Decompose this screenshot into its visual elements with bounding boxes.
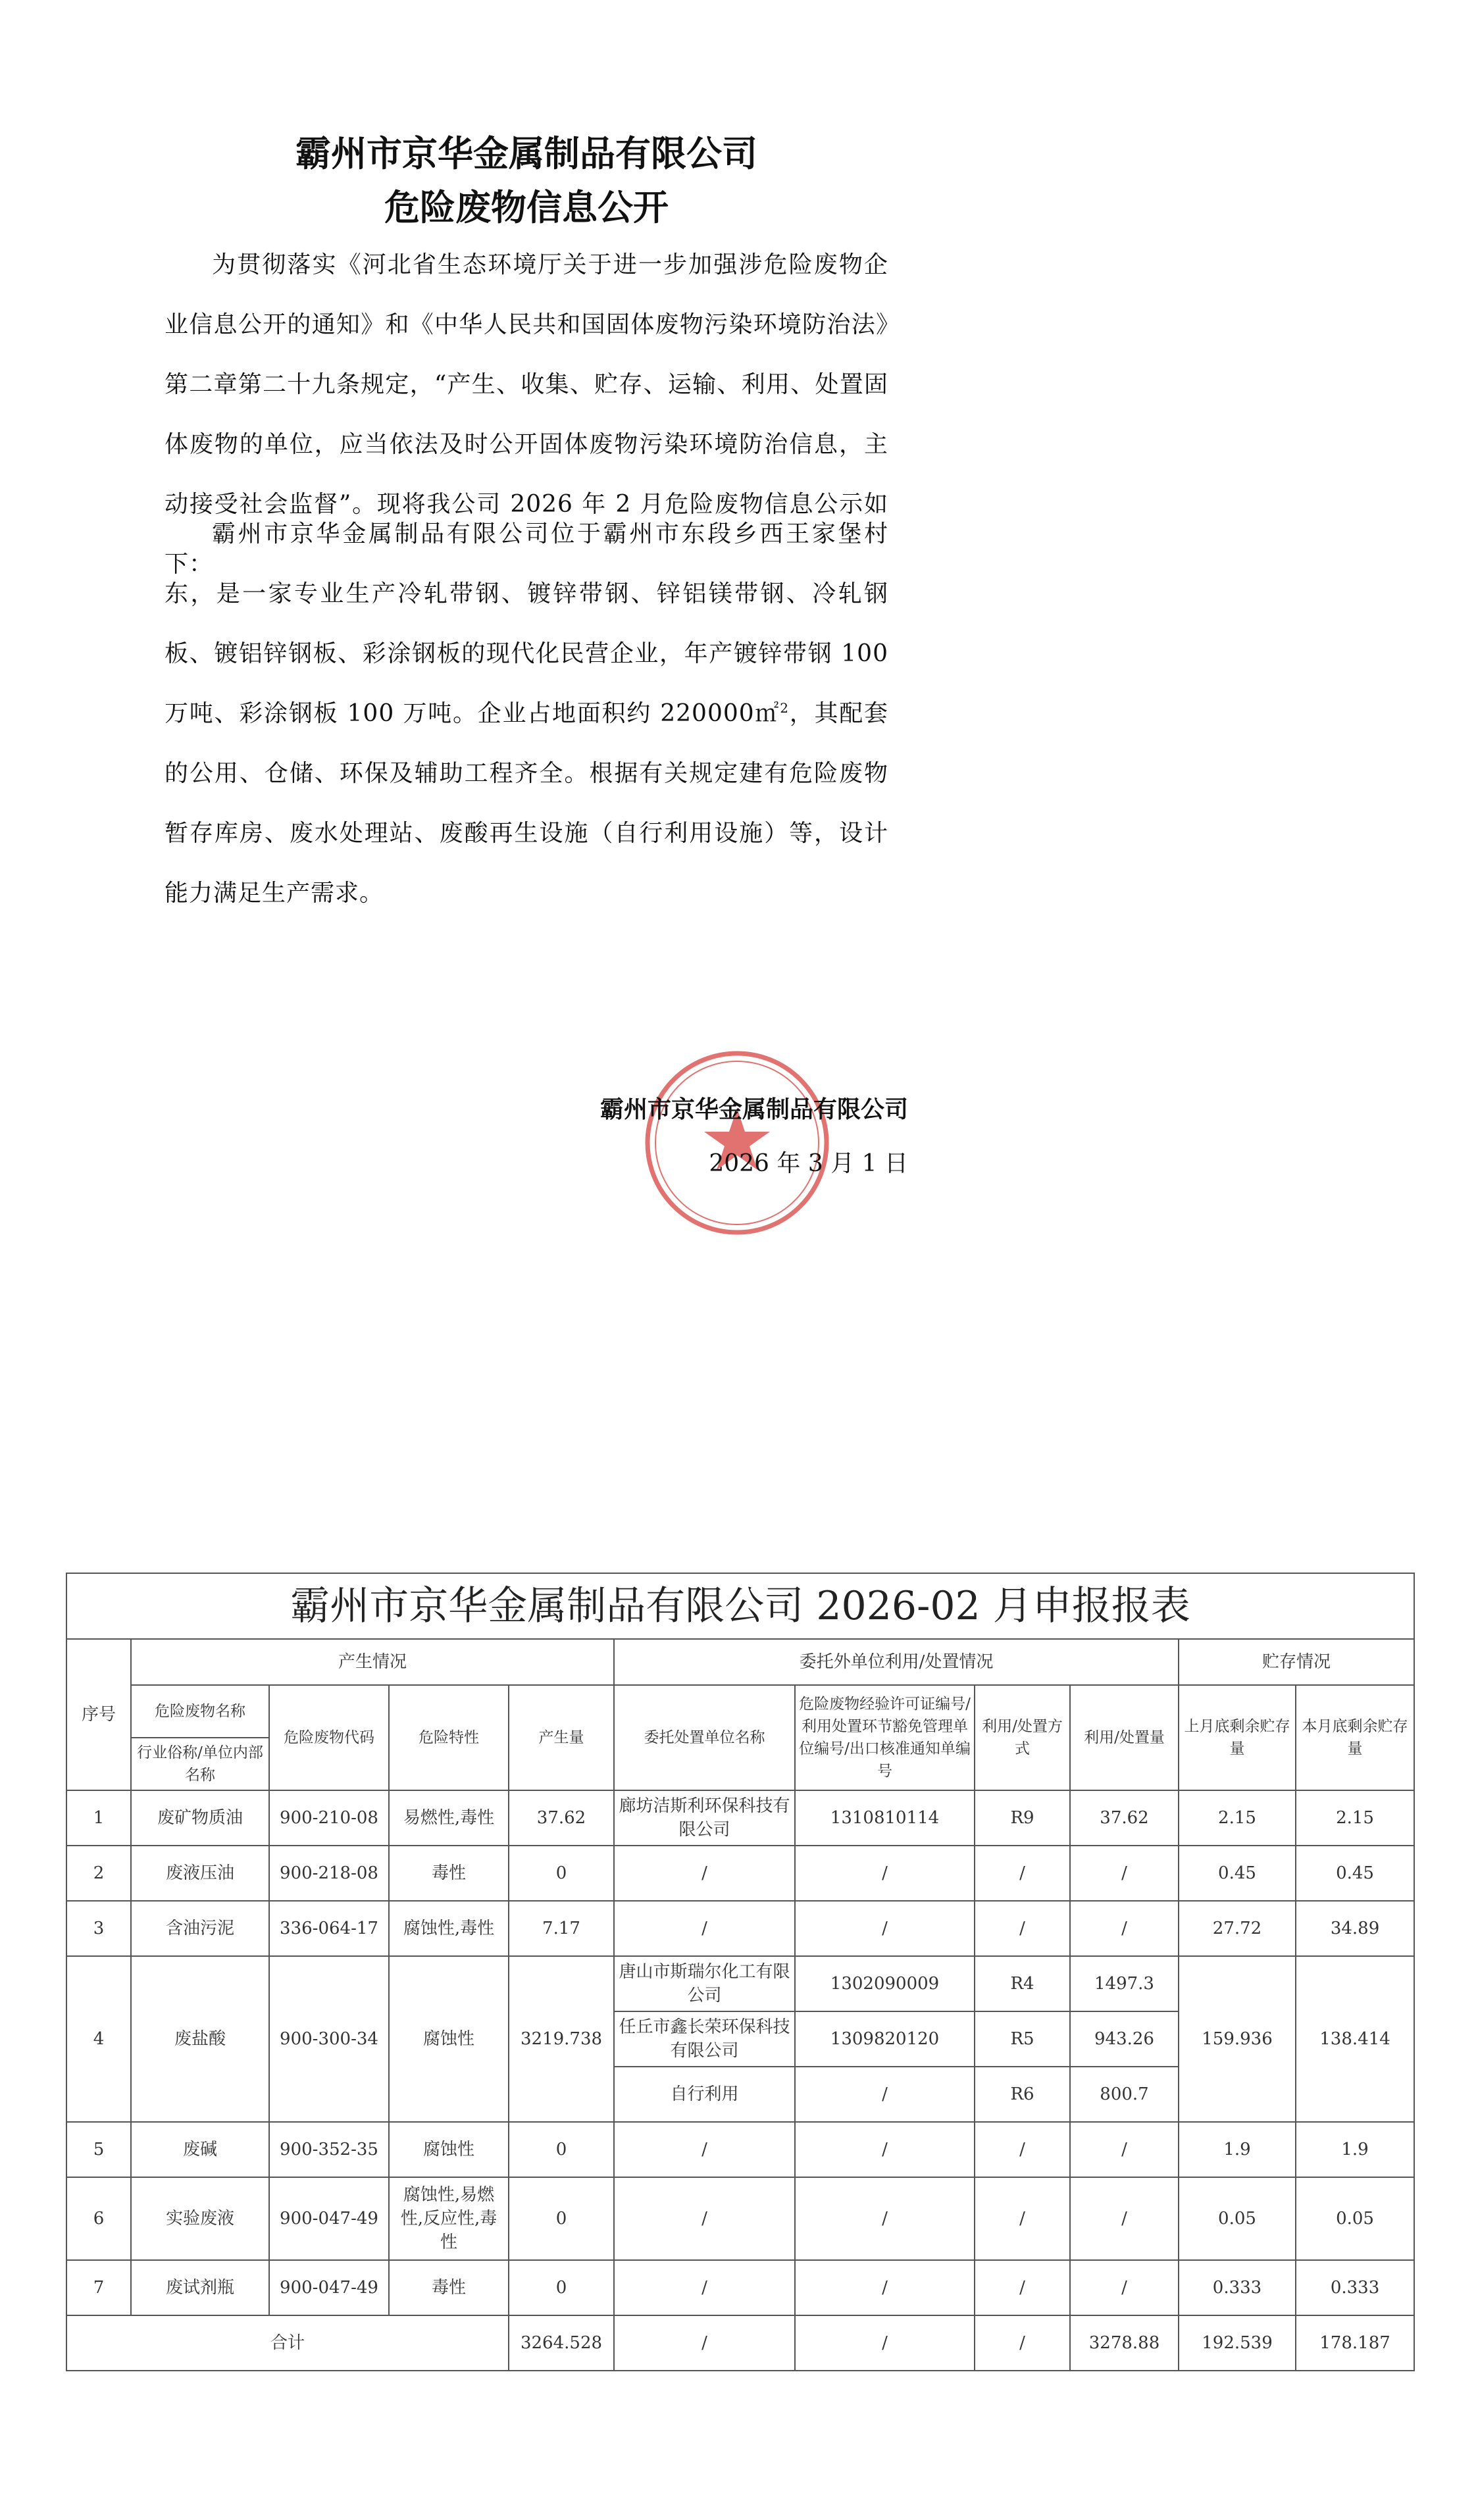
cell-company: 廊坊洁斯利环保科技有限公司 — [614, 1790, 795, 1846]
cell-license: / — [795, 1846, 975, 1901]
cell-used: 1497.3 — [1070, 1956, 1179, 2011]
table-row — [66, 1790, 1414, 1846]
cell-waste-code: 336-064-17 — [269, 1901, 389, 1956]
cell-last-stock: 0.45 — [1179, 1846, 1296, 1901]
cell-company: 任丘市鑫长荣环保科技有限公司 — [614, 2011, 795, 2067]
header-production: 产生情况 — [131, 1639, 614, 1685]
cell-used: 943.26 — [1070, 2011, 1179, 2067]
header-property: 危险特性 — [389, 1685, 509, 1790]
cell-waste-code: 900-047-49 — [269, 2177, 389, 2260]
table-title-row — [66, 1573, 1414, 1639]
table-row — [66, 1956, 1414, 2011]
cell-total-company: / — [614, 2315, 795, 2371]
cell-method: R5 — [975, 2011, 1070, 2067]
cell-waste-name: 废盐酸 — [131, 1956, 269, 2122]
cell-index: 4 — [66, 1956, 131, 2122]
cell-method: / — [975, 2177, 1070, 2260]
cell-this-stock: 0.333 — [1296, 2260, 1414, 2315]
header-used: 利用/处置量 — [1070, 1685, 1179, 1790]
cell-index: 7 — [66, 2260, 131, 2315]
cell-waste-code: 900-047-49 — [269, 2260, 389, 2315]
cell-property: 腐蚀性 — [389, 1956, 509, 2122]
cell-license: / — [795, 2122, 975, 2177]
header-name-bottom: 行业俗称/单位内部名称 — [131, 1738, 269, 1790]
cell-last-stock: 1.9 — [1179, 2122, 1296, 2177]
cell-used: / — [1070, 2177, 1179, 2260]
cell-method: R9 — [975, 1790, 1070, 1846]
company-seal — [642, 1047, 832, 1238]
signature-date: 2026 年 3 月 1 日 — [709, 1150, 908, 1177]
table-group-header-row — [66, 1639, 1414, 1685]
cell-waste-name: 实验废液 — [131, 2177, 269, 2260]
cell-waste-name: 废矿物质油 — [131, 1790, 269, 1846]
cell-total-label: 合计 — [66, 2315, 509, 2371]
cell-used: 37.62 — [1070, 1790, 1179, 1846]
table-total-row — [66, 2315, 1414, 2371]
cell-license: / — [795, 1901, 975, 1956]
cell-company: 唐山市斯瑞尔化工有限公司 — [614, 1956, 795, 2011]
header-outsourcing: 委托外单位利用/处置情况 — [614, 1639, 1179, 1685]
cell-this-stock: 2.15 — [1296, 1790, 1414, 1846]
cell-total-license: / — [795, 2315, 975, 2371]
cell-total-used: 3278.88 — [1070, 2315, 1179, 2371]
document-subtitle: 危险废物信息公开 — [384, 187, 669, 228]
cell-total-amount: 3264.528 — [509, 2315, 614, 2371]
cell-index: 3 — [66, 1901, 131, 1956]
cell-property: 腐蚀性 — [389, 2122, 509, 2177]
table-row — [66, 2260, 1414, 2315]
cell-method: R6 — [975, 2067, 1070, 2122]
header-storage: 贮存情况 — [1179, 1639, 1414, 1685]
cell-total-last-stock: 192.539 — [1179, 2315, 1296, 2371]
table-row — [66, 1901, 1414, 1956]
cell-license: 1302090009 — [795, 1956, 975, 2011]
paragraph-intro: 为贯彻落实《河北省生态环境厅关于进一步加强涉危险废物企业信息公开的通知》和《中华人民共和国固体废物污染环境防治法》第二章第二十九条规定，“产生、收集、贮存、运输、利用、处置固体废物的单位，应当依法及时公开固体废物污染环境防治信息，主动接受社会监督”。现将我公司 2026 年 2 月危险废物信息公示如下： — [165, 251, 888, 578]
cell-amount: 37.62 — [509, 1790, 614, 1846]
signature-company: 霸州市京华金属制品有限公司 — [599, 1096, 908, 1123]
cell-waste-name: 废试剂瓶 — [131, 2260, 269, 2315]
cell-amount: 0 — [509, 2177, 614, 2260]
cell-method: / — [975, 2122, 1070, 2177]
header-company: 委托处置单位名称 — [614, 1685, 795, 1790]
header-this-stock: 本月底剩余贮存量 — [1296, 1685, 1414, 1790]
cell-last-stock: 0.05 — [1179, 2177, 1296, 2260]
cell-property: 腐蚀性,易燃性,反应性,毒性 — [389, 2177, 509, 2260]
table-title: 霸州市京华金属制品有限公司 2026-02 月申报报表 — [66, 1573, 1414, 1639]
cell-method: / — [975, 1846, 1070, 1901]
table-column-header-row — [66, 1685, 1414, 1738]
cell-last-stock: 0.333 — [1179, 2260, 1296, 2315]
header-license: 危险废物经验许可证编号/利用处置环节豁免管理单位编号/出口核准通知单编号 — [795, 1685, 975, 1790]
cell-waste-name: 废碱 — [131, 2122, 269, 2177]
cell-index: 6 — [66, 2177, 131, 2260]
cell-amount: 3219.738 — [509, 1956, 614, 2122]
cell-company: 自行利用 — [614, 2067, 795, 2122]
cell-company: / — [614, 1901, 795, 1956]
document-title: 霸州市京华金属制品有限公司 — [295, 133, 757, 174]
cell-last-stock: 2.15 — [1179, 1790, 1296, 1846]
hazardous-waste-report-table — [66, 1573, 1415, 2371]
cell-license: / — [795, 2067, 975, 2122]
cell-last-stock: 27.72 — [1179, 1901, 1296, 1956]
cell-waste-code: 900-300-34 — [269, 1956, 389, 2122]
cell-index: 5 — [66, 2122, 131, 2177]
cell-index: 2 — [66, 1846, 131, 1901]
cell-used: / — [1070, 1846, 1179, 1901]
cell-company: / — [614, 2122, 795, 2177]
header-amount: 产生量 — [509, 1685, 614, 1790]
cell-property: 毒性 — [389, 1846, 509, 1901]
header-code: 危险废物代码 — [269, 1685, 389, 1790]
cell-this-stock: 0.45 — [1296, 1846, 1414, 1901]
cell-waste-code: 900-210-08 — [269, 1790, 389, 1846]
cell-waste-code: 900-218-08 — [269, 1846, 389, 1901]
cell-index: 1 — [66, 1790, 131, 1846]
paragraph-company-profile — [165, 504, 888, 923]
cell-license: / — [795, 2177, 975, 2260]
cell-total-this-stock: 178.187 — [1296, 2315, 1414, 2371]
cell-property: 腐蚀性,毒性 — [389, 1901, 509, 1956]
cell-license: 1310810114 — [795, 1790, 975, 1846]
superscript-2: 2 — [780, 700, 789, 716]
cell-waste-code: 900-352-35 — [269, 2122, 389, 2177]
cell-used: / — [1070, 1901, 1179, 1956]
cell-used: 800.7 — [1070, 2067, 1179, 2122]
header-name-top: 危险废物名称 — [131, 1685, 269, 1738]
header-last-stock: 上月底剩余贮存量 — [1179, 1685, 1296, 1790]
cell-method: R4 — [975, 1956, 1070, 2011]
cell-property: 毒性 — [389, 2260, 509, 2315]
cell-company: / — [614, 1846, 795, 1901]
header-method: 利用/处置方式 — [975, 1685, 1070, 1790]
cell-this-stock: 138.414 — [1296, 1956, 1414, 2122]
cell-total-method: / — [975, 2315, 1070, 2371]
cell-amount: 0 — [509, 2260, 614, 2315]
cell-amount: 0 — [509, 1846, 614, 1901]
cell-amount: 0 — [509, 2122, 614, 2177]
cell-waste-name: 含油污泥 — [131, 1901, 269, 1956]
cell-waste-name: 废液压油 — [131, 1846, 269, 1901]
cell-this-stock: 0.05 — [1296, 2177, 1414, 2260]
cell-license: / — [795, 2260, 975, 2315]
header-index: 序号 — [66, 1639, 131, 1790]
table-row — [66, 2177, 1414, 2260]
cell-this-stock: 34.89 — [1296, 1901, 1414, 1956]
cell-this-stock: 1.9 — [1296, 2122, 1414, 2177]
table-row — [66, 2122, 1414, 2177]
cell-method: / — [975, 2260, 1070, 2315]
cell-used: / — [1070, 2122, 1179, 2177]
cell-property: 易燃性,毒性 — [389, 1790, 509, 1846]
table-row — [66, 1846, 1414, 1901]
paragraph-company-profile-part2: ，其配套的公用、仓储、环保及辅助工程齐全。根据有关规定建有危险废物暂存库房、废水处理站、废酸再生设施（自行利用设施）等，设计能力满足生产需求。 — [165, 700, 888, 907]
cell-license: 1309820120 — [795, 2011, 975, 2067]
cell-company: / — [614, 2260, 795, 2315]
cell-amount: 7.17 — [509, 1901, 614, 1956]
cell-method: / — [975, 1901, 1070, 1956]
cell-used: / — [1070, 2260, 1179, 2315]
cell-last-stock: 159.936 — [1179, 1956, 1296, 2122]
cell-company: / — [614, 2177, 795, 2260]
paragraph-company-profile-part1: 霸州市京华金属制品有限公司位于霸州市东段乡西王家堡村东，是一家专业生产冷轧带钢、镀锌带钢、锌铝镁带钢、冷轧钢板、镀铝锌钢板、彩涂钢板的现代化民营企业，年产镀锌带钢 100 万吨、彩涂钢板 100 万吨。企业占地面积约 220000㎡ — [165, 520, 888, 727]
